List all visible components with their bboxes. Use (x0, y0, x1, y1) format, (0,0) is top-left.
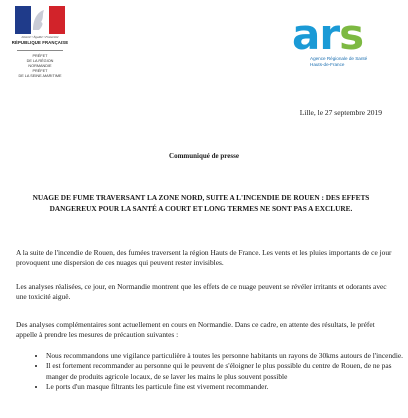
document-kind: Communiqué de presse (169, 152, 239, 160)
precaution-list (34, 351, 406, 393)
ars-wordmark (292, 10, 364, 59)
marianne-flag-logo (11, 6, 69, 34)
prefect-line: PRÉFET (32, 69, 48, 73)
press-release-title: NUAGE DE FUME TRAVERSANT LA ZONE NORD, SUITE A L'INCENDIE DE ROUEN : DES EFFETS DANGEREUX POUR LA SANTÉ A COURT ET LONG TERMES NE SONT PAS A EXCLURE. (32, 193, 370, 213)
list-item: • Nous recommandons une vigilance particulière à toutes les personne habitants un rayons de 30kms autours de l'incendie. (46, 351, 406, 361)
prefect-line: NORMANDIE (28, 64, 52, 68)
prefect-line: DE LA SEINE-MARITIME (18, 74, 62, 78)
ars-letter-s: s (339, 10, 364, 59)
prefect-line: PRÉFET (32, 54, 48, 58)
ars-logo (292, 10, 392, 72)
flag-blue-band (15, 6, 31, 34)
ars-tagline: Agence Régionale de Santé Hauts-de-France (310, 56, 368, 67)
date-line: Lille, le 27 septembre 2019 (299, 108, 382, 117)
divider (17, 50, 63, 51)
list-item: • Il est fortement recommander au personne qui le peuvent de s'éloigner le plus possible du centre de Rouen, de ne pas manger de produits agricole locaux, de se laver les mains le plus souvent possible (46, 361, 406, 382)
paragraph: Les analyses réalisées, ce jour, en Normandie montrent que les effets de ce nuage peuvent se révéler irritants et odorants avec une toxicité aiguë. (16, 282, 387, 302)
republic-name: RÉPUBLIQUE FRANÇAISE (11, 40, 69, 45)
republic-motto: Liberté • Égalité • Fraternité (21, 35, 59, 39)
ars-letter-a: a (292, 10, 320, 59)
prefect-line: DE LA RÉGION (26, 59, 54, 63)
republic-prefecture-block (9, 6, 71, 79)
paragraph: A la suite de l'incendie de Rouen, des fumées traversent la région Hauts de France. Les vents et les pluies importants de ce jour provoquent une dispersion de ces nuages qui peuvent rester invisibles. (16, 248, 392, 268)
ars-letter-r: r (319, 10, 340, 59)
list-item: • Le ports d'un masque filtrants les particule fine est vivement recommander. (46, 382, 406, 392)
paragraph: Des analyses complémentaires sont actuellement en cours en Normandie. Dans ce cadre, en attente des résultats, le préfet appelle à prendre les mesures de précaution suivantes : (16, 320, 375, 340)
flag-red-band (49, 6, 65, 34)
